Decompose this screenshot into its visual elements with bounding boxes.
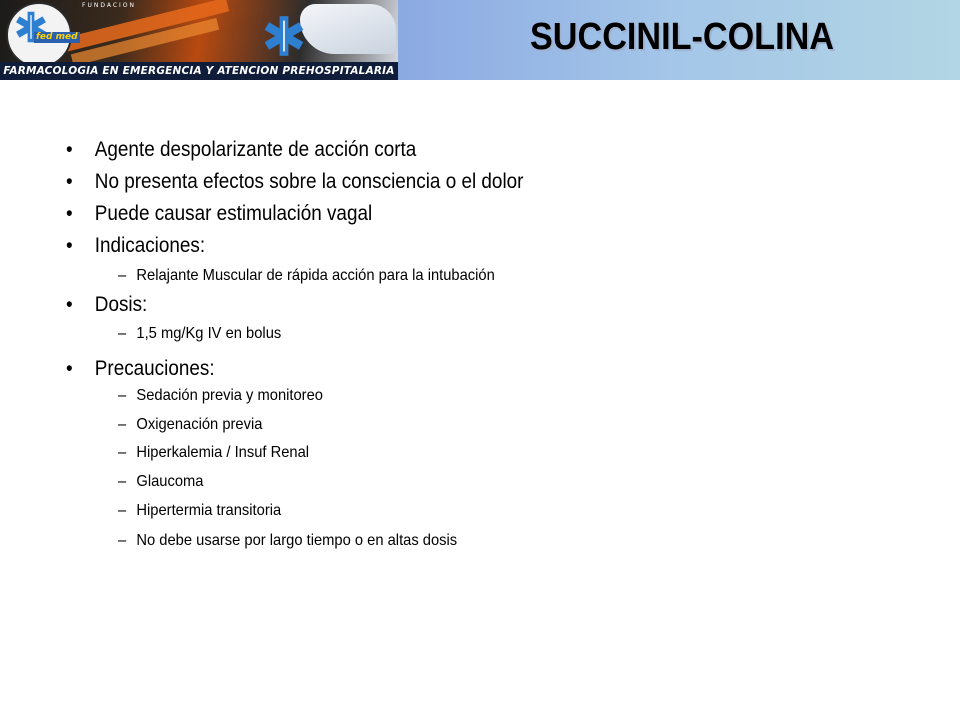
- sub-bullet-item: [118, 473, 203, 491]
- sub-bullet-marker: –: [118, 416, 127, 433]
- sub-bullet-item: [118, 444, 309, 462]
- sub-bullet-item: [118, 325, 281, 343]
- sub-bullet-marker: –: [118, 473, 127, 490]
- bullet-item: [66, 234, 205, 258]
- bullet-marker: •: [66, 357, 73, 380]
- bullet-text: Indicaciones:: [94, 234, 206, 257]
- bullet-marker: •: [66, 234, 73, 257]
- bullet-marker: •: [66, 202, 73, 225]
- slide-title: SUCCINIL-COLINA: [530, 16, 834, 58]
- sub-bullet-marker: –: [118, 387, 127, 404]
- bullet-text: No presenta efectos sobre la consciencia o el dolor: [94, 170, 524, 193]
- bullet-item: [66, 170, 523, 194]
- sub-bullet-marker: –: [118, 325, 127, 342]
- sub-bullet-item: [118, 267, 495, 285]
- banner-caption: FARMACOLOGIA EN EMERGENCIA Y ATENCION PREHOSPITALARIA: [0, 62, 398, 80]
- sub-bullet-marker: –: [118, 267, 127, 284]
- sub-bullet-item: [118, 416, 262, 434]
- sub-bullet-item: [118, 502, 281, 520]
- bullet-text: Precauciones:: [94, 357, 215, 380]
- bullet-item: [66, 357, 215, 381]
- bullet-text: Dosis:: [94, 293, 148, 316]
- sub-bullet-marker: –: [118, 532, 127, 549]
- sub-bullet-item: [118, 387, 323, 405]
- sub-bullet-marker: –: [118, 502, 127, 519]
- bullet-text: Hipertermia transitoria: [136, 502, 282, 519]
- bullet-text: Agente despolarizante de acción corta: [94, 138, 417, 161]
- bullet-item: [66, 293, 147, 317]
- logo-text: fed med: [36, 32, 78, 42]
- bullet-item: [66, 202, 372, 226]
- bullet-marker: •: [66, 170, 73, 193]
- bullet-item: [66, 138, 416, 162]
- bullet-text: Hiperkalemia / Insuf Renal: [136, 444, 310, 461]
- banner-mask-image: [300, 4, 396, 54]
- bullet-text: Relajante Muscular de rápida acción para la intubación: [136, 267, 495, 284]
- bullet-marker: •: [66, 138, 73, 161]
- star-of-life-icon: [262, 14, 306, 58]
- bullet-text: Puede causar estimulación vagal: [94, 202, 373, 225]
- bullet-text: Sedación previa y monitoreo: [136, 387, 323, 404]
- sub-bullet-item: [118, 532, 457, 550]
- sub-bullet-marker: –: [118, 444, 127, 461]
- bullet-text: Oxigenación previa: [136, 416, 263, 433]
- bullet-marker: •: [66, 293, 73, 316]
- bullet-text: 1,5 mg/Kg IV en bolus: [136, 325, 282, 342]
- bullet-text: Glaucoma: [136, 473, 204, 490]
- header-banner-image: [0, 0, 398, 80]
- bullet-text: No debe usarse por largo tiempo o en altas dosis: [136, 532, 458, 549]
- logo-top-text: FUNDACION: [82, 2, 137, 9]
